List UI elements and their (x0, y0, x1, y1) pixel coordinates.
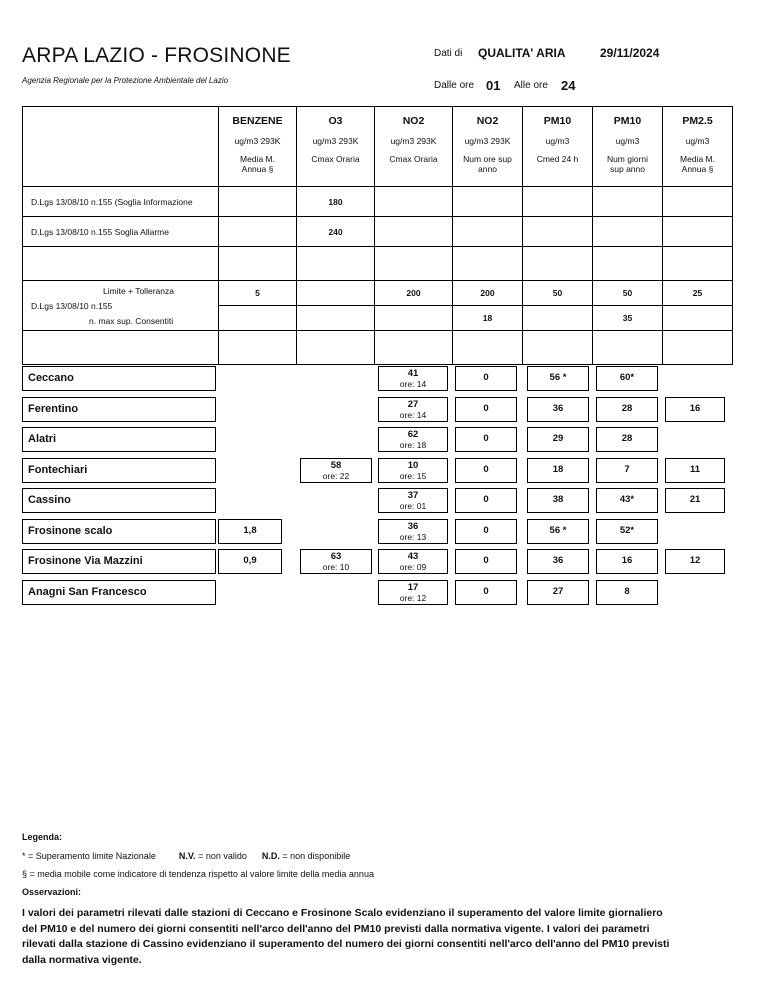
legend-section: § = media mobile come indicatore di tendenza rispetto al valore limite della media annua (22, 869, 374, 879)
limite-row (23, 281, 733, 306)
station-no2-sup-value: 0 (483, 403, 489, 414)
info-threshold-row (23, 187, 733, 217)
station-name: Frosinone Via Mazzini (28, 555, 143, 567)
station-pm25-value: 12 (689, 555, 701, 566)
dalle-value: 01 (486, 78, 501, 93)
limite-pm25: 25 (663, 281, 733, 306)
col-header-pm10-giorni: PM10 ug/m3 Num giorni sup anno (593, 107, 663, 187)
station-no2-value: 41 (407, 368, 419, 379)
dlgs-label: D.Lgs 13/08/10 n.155 (31, 301, 113, 311)
legend-nv-key: N.V. (178, 851, 196, 861)
station-no2-value: 27 (407, 399, 419, 410)
alarm-threshold-label: D.Lgs 13/08/10 n.155 Soglia Allarme (23, 217, 219, 247)
legend-star: * = Superamento limite Nazionale (22, 851, 156, 861)
station-no2-sup-cell (455, 366, 517, 391)
station-no2-sup-cell (455, 580, 517, 605)
station-no2-value: 36 (407, 521, 419, 532)
legend-line-1 (22, 851, 350, 861)
station-name: Cassino (28, 494, 71, 506)
station-pm10-giorni-cell (596, 549, 658, 574)
station-no2-cell (378, 549, 448, 574)
station-no2-sup-cell (455, 427, 517, 452)
col-header-o3: O3 ug/m3 293K Cmax Oraria (297, 107, 375, 187)
station-no2-sup-value: 0 (483, 525, 489, 536)
station-pm10-giorni-cell (596, 488, 658, 513)
station-no2-hour: ore: 12 (399, 593, 427, 603)
station-pm10-giorni-value: 16 (621, 555, 633, 566)
station-name-box (22, 519, 216, 544)
nmax-label: n. max sup. Consentiti (89, 316, 174, 326)
station-name: Fontechiari (28, 464, 88, 476)
col-header-benzene: BENZENE ug/m3 293K Media M. Annua § (219, 107, 297, 187)
station-no2-sup-value: 0 (483, 494, 489, 505)
nmax-no2 (375, 306, 453, 331)
station-pm10-giorni-value: 52* (619, 525, 635, 536)
limite-pm10-giorni: 50 (593, 281, 663, 306)
station-no2-value: 62 (407, 429, 419, 440)
col-header-no2-num: NO2 ug/m3 293K Num ore sup anno (453, 107, 523, 187)
station-o3-hour: ore: 22 (322, 471, 350, 481)
info-threshold-o3: 180 (297, 187, 375, 217)
dalle-label: Dalle ore (434, 80, 475, 91)
station-pm25-value: 16 (689, 403, 701, 414)
station-pm25-cell (665, 488, 725, 513)
station-name-box (22, 580, 216, 605)
station-pm25-value: 11 (689, 464, 701, 475)
limite-benzene: 5 (219, 281, 297, 306)
station-pm10-cell (527, 519, 589, 544)
station-pm10-cell (527, 366, 589, 391)
report-name: QUALITA' ARIA (478, 46, 566, 60)
station-o3-hour: ore: 10 (322, 562, 350, 572)
station-pm10-value: 18 (552, 464, 564, 475)
nmax-pm25 (663, 306, 733, 331)
station-no2-sup-value: 0 (483, 372, 489, 383)
station-name-box (22, 549, 216, 574)
limite-no2: 200 (375, 281, 453, 306)
limite-no2-num: 200 (453, 281, 523, 306)
alarm-threshold-o3: 240 (297, 217, 375, 247)
station-name: Ferentino (28, 403, 79, 415)
station-pm25-cell (665, 549, 725, 574)
station-pm10-value: 56 * (549, 525, 567, 536)
station-pm10-cell (527, 488, 589, 513)
station-benzene-value: 1,8 (243, 525, 257, 536)
station-no2-sup-cell (455, 549, 517, 574)
col-header-pm10-cmed: PM10 ug/m3 Cmed 24 h (523, 107, 593, 187)
station-no2-hour: ore: 09 (399, 562, 427, 572)
station-pm10-value: 27 (552, 586, 564, 597)
station-pm10-giorni-cell (596, 366, 658, 391)
observations-title: Osservazioni: (22, 887, 82, 897)
station-pm10-value: 38 (552, 494, 564, 505)
station-name-box (22, 458, 216, 483)
station-pm10-giorni-value: 43* (619, 494, 635, 505)
station-no2-sup-value: 0 (483, 433, 489, 444)
report-date: 29/11/2024 (600, 46, 660, 60)
threshold-table (22, 106, 733, 365)
station-no2-cell (378, 366, 448, 391)
station-no2-sup-value: 0 (483, 464, 489, 475)
station-no2-sup-value: 0 (483, 586, 489, 597)
nmax-pm10-giorni: 35 (593, 306, 663, 331)
legend-nd-text: = non disponibile (282, 851, 351, 861)
alle-value: 24 (561, 78, 576, 93)
limite-label-cell (23, 281, 219, 331)
station-pm10-value: 56 * (549, 372, 567, 383)
dati-label: Dati di (434, 48, 463, 59)
station-no2-hour: ore: 18 (399, 440, 427, 450)
station-no2-sup-cell (455, 488, 517, 513)
station-no2-sup-cell (455, 458, 517, 483)
legend-nv-text: = non valido (198, 851, 247, 861)
nmax-no2-num: 18 (453, 306, 523, 331)
station-no2-cell (378, 427, 448, 452)
station-no2-hour: ore: 14 (399, 410, 427, 420)
observations-text: I valori dei parametri rilevati dalle stazioni di Ceccano e Frosinone Scalo evidenziano il superamento del valore limite giornaliero del PM10 e del numero dei giorni consentiti nell'arco dell'anno del PM10 previsti dalla normativa vigente. I valori dei parametri rilevati dalla stazione di Cassino evidenziano il superamento del numero dei giorni consentiti nell'arco dell'anno del PM10 previsti dalla normativa vigente. (22, 907, 670, 966)
station-name: Alatri (28, 433, 57, 445)
station-pm10-value: 36 (552, 555, 564, 566)
station-pm10-giorni-value: 8 (624, 586, 630, 597)
legend-nd-key: N.D. (261, 851, 280, 861)
station-pm25-value: 21 (689, 494, 701, 505)
limite-label: Limite + Tolleranza (103, 286, 174, 296)
spacer-row (23, 247, 733, 281)
station-pm10-giorni-cell (596, 519, 658, 544)
station-pm25-cell (665, 397, 725, 422)
station-pm10-giorni-value: 28 (621, 403, 633, 414)
station-pm10-cell (527, 580, 589, 605)
station-pm25-cell (665, 458, 725, 483)
station-name: Ceccano (28, 372, 74, 384)
station-no2-sup-value: 0 (483, 555, 489, 566)
alle-label: Alle ore (514, 80, 548, 91)
station-no2-cell (378, 519, 448, 544)
station-no2-hour: ore: 15 (399, 471, 427, 481)
header-blank-cell (23, 107, 219, 187)
station-no2-hour: ore: 14 (399, 379, 427, 389)
nmax-benzene (219, 306, 297, 331)
station-pm10-cell (527, 397, 589, 422)
spacer-row (23, 331, 733, 365)
station-pm10-giorni-cell (596, 580, 658, 605)
station-o3-value: 63 (330, 551, 342, 562)
station-pm10-value: 36 (552, 403, 564, 414)
station-name: Frosinone scalo (28, 525, 113, 537)
station-no2-value: 43 (407, 551, 419, 562)
station-pm10-cell (527, 458, 589, 483)
station-no2-sup-cell (455, 397, 517, 422)
nmax-pm10 (523, 306, 593, 331)
station-no2-sup-cell (455, 519, 517, 544)
station-pm10-giorni-cell (596, 397, 658, 422)
station-pm10-giorni-cell (596, 458, 658, 483)
station-name-box (22, 397, 216, 422)
info-threshold-label: D.Lgs 13/08/10 n.155 (Soglia Informazione (23, 187, 219, 217)
station-name-box (22, 427, 216, 452)
station-no2-cell (378, 397, 448, 422)
station-pm10-giorni-cell (596, 427, 658, 452)
station-no2-value: 17 (407, 582, 419, 593)
station-no2-cell (378, 488, 448, 513)
station-pm10-giorni-value: 60* (619, 372, 635, 383)
station-o3-value: 58 (330, 460, 342, 471)
station-o3-cell (300, 549, 372, 574)
station-benzene-cell (218, 519, 282, 544)
station-pm10-giorni-value: 28 (621, 433, 633, 444)
col-header-no2-cmax: NO2 ug/m3 293K Cmax Oraria (375, 107, 453, 187)
station-benzene-cell (218, 549, 282, 574)
station-pm10-value: 29 (552, 433, 564, 444)
limite-o3 (297, 281, 375, 306)
station-name: Anagni San Francesco (28, 586, 147, 598)
station-pm10-cell (527, 549, 589, 574)
station-benzene-value: 0,9 (243, 555, 257, 566)
station-no2-cell (378, 458, 448, 483)
station-pm10-cell (527, 427, 589, 452)
station-no2-cell (378, 580, 448, 605)
station-o3-cell (300, 458, 372, 483)
station-no2-hour: ore: 01 (399, 501, 427, 511)
limite-pm10: 50 (523, 281, 593, 306)
nmax-o3 (297, 306, 375, 331)
report-title: ARPA LAZIO - FROSINONE (22, 44, 291, 67)
column-header-row (23, 107, 733, 187)
alarm-threshold-row (23, 217, 733, 247)
station-no2-value: 37 (407, 490, 419, 501)
agency-subtitle: Agenzia Regionale per la Protezione Ambientale del Lazio (22, 76, 229, 85)
station-name-box (22, 366, 216, 391)
col-header-pm25: PM2.5 ug/m3 Media M. Annua § (663, 107, 733, 187)
legend-title: Legenda: (22, 832, 63, 842)
station-no2-value: 10 (407, 460, 419, 471)
station-no2-hour: ore: 13 (399, 532, 427, 542)
station-pm10-giorni-value: 7 (624, 464, 630, 475)
station-name-box (22, 488, 216, 513)
